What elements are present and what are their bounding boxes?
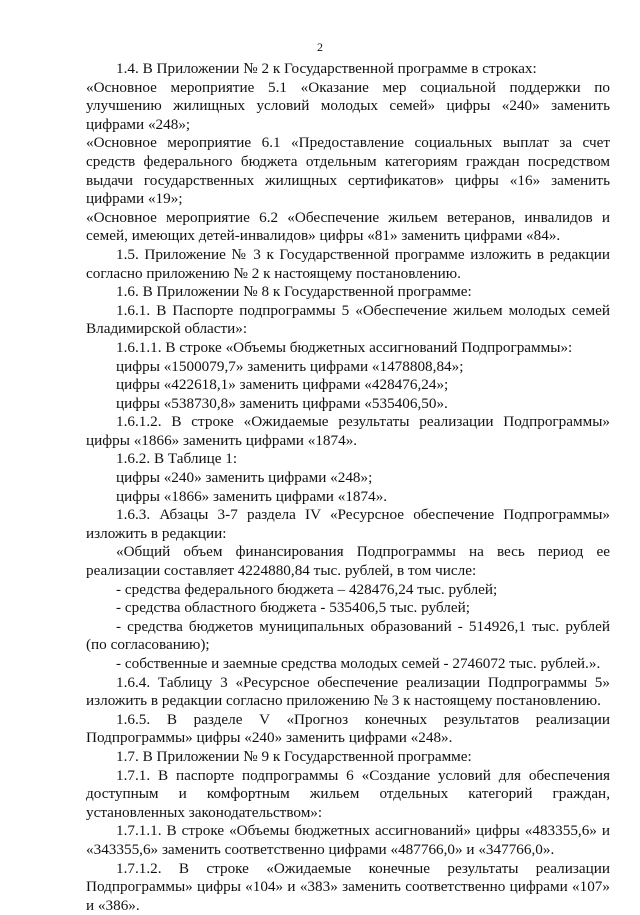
paragraph: - средства бюджетов муниципальных образований - 514926,1 тыс. рублей (по согласованию); (86, 617, 610, 654)
paragraph: 1.6.1.1. В строке «Объемы бюджетных ассигнований Подпрограммы»: (116, 338, 573, 356)
paragraph: - средства федерального бюджета – 428476,24 тыс. рублей; (116, 580, 498, 598)
paragraph: 1.4. В Приложении № 2 к Государственной программе в строках: (116, 60, 537, 77)
paragraph: «Общий объем финансирования Подпрограммы на весь период ее реализации составляет 4224880,84 тыс. рублей, в том числе: (86, 543, 610, 580)
paragraph: 1.6.1.2. В строке «Ожидаемые результаты реализации Подпрограммы» цифры «1866» заменить цифрами «1874». (86, 413, 610, 449)
paragraph: 1.7. В Приложении № 9 к Государственной программе: (116, 747, 472, 765)
paragraph: 1.6.5. В разделе V «Прогноз конечных результатов реализации Подпрограммы» цифры «240» заменить цифрами «248». (86, 710, 610, 747)
paragraph: «Основное мероприятие 6.1 «Предоставление социальных выплат за счет средств федерального бюджета отдельным категориям граждан посредством выдачи государственных жилищных сертификатов» цифры «16» заменить цифрами «19»; (86, 134, 610, 208)
paragraph: цифры «1866» заменить цифрами «1874». (116, 487, 388, 505)
paragraph: 1.6.4. Таблицу 3 «Ресурсное обеспечение реализации Подпрограммы 5» изложить в редакции согласно приложению № 3 к настоящему постановлению. (86, 673, 610, 710)
paragraph: 1.6.2. В Таблице 1: (116, 450, 238, 468)
paragraph: - собственные и заемные средства молодых семей - 2746072 тыс. рублей.». (116, 655, 601, 672)
paragraph: 1.7.1.1. В строке «Объемы бюджетных ассигнований» цифры «483355,6» и «343355,6» заменить соответственно цифрами «487766,0» и «347766,0». (86, 822, 610, 858)
paragraph: 1.6.3. Абзацы 3-7 раздела IV «Ресурсное обеспечение Подпрограммы» изложить в редакции: (86, 506, 610, 542)
paragraph: цифры «240» заменить цифрами «248»; (116, 469, 373, 487)
document-body (86, 60, 610, 915)
paragraph: 1.6. В Приложении № 8 к Государственной программе: (116, 283, 472, 301)
paragraph: 1.6.1. В Паспорте подпрограммы 5 «Обеспечение жильем молодых семей Владимирской области»: (86, 301, 610, 338)
paragraph: 1.7.1. В паспорте подпрограммы 6 «Создание условий для обеспечения доступным и комфортным жильем отдельных категорий граждан, установленных законодательством»: (86, 766, 610, 821)
paragraph: 1.7.1.2. В строке «Ожидаемые конечные результаты реализации Подпрограммы» цифры «104» и «383» заменить соответственно цифрами «107» и «386». (86, 859, 610, 914)
paragraph: - средства областного бюджета - 535406,5 тыс. рублей; (116, 599, 470, 617)
paragraph: цифры «538730,8» заменить цифрами «535406,50». (116, 394, 448, 412)
paragraph: «Основное мероприятие 6.2 «Обеспечение жильем ветеранов, инвалидов и семей, имеющих детей-инвалидов» цифры «81» заменить цифрами «84». (86, 208, 610, 245)
paragraph: 1.5. Приложение № 3 к Государственной программе изложить в редакции согласно приложению № 2 к настоящему постановлению. (86, 245, 610, 282)
paragraph: «Основное мероприятие 5.1 «Оказание мер социальной поддержки по улучшению жилищных условий молодых семей» цифры «240» заменить цифрами «248»; (86, 78, 610, 133)
paragraph: цифры «1500079,7» заменить цифрами «1478808,84»; (116, 357, 464, 375)
page-number: 2 (317, 40, 323, 54)
paragraph: цифры «422618,1» заменить цифрами «428476,24»; (116, 376, 449, 394)
